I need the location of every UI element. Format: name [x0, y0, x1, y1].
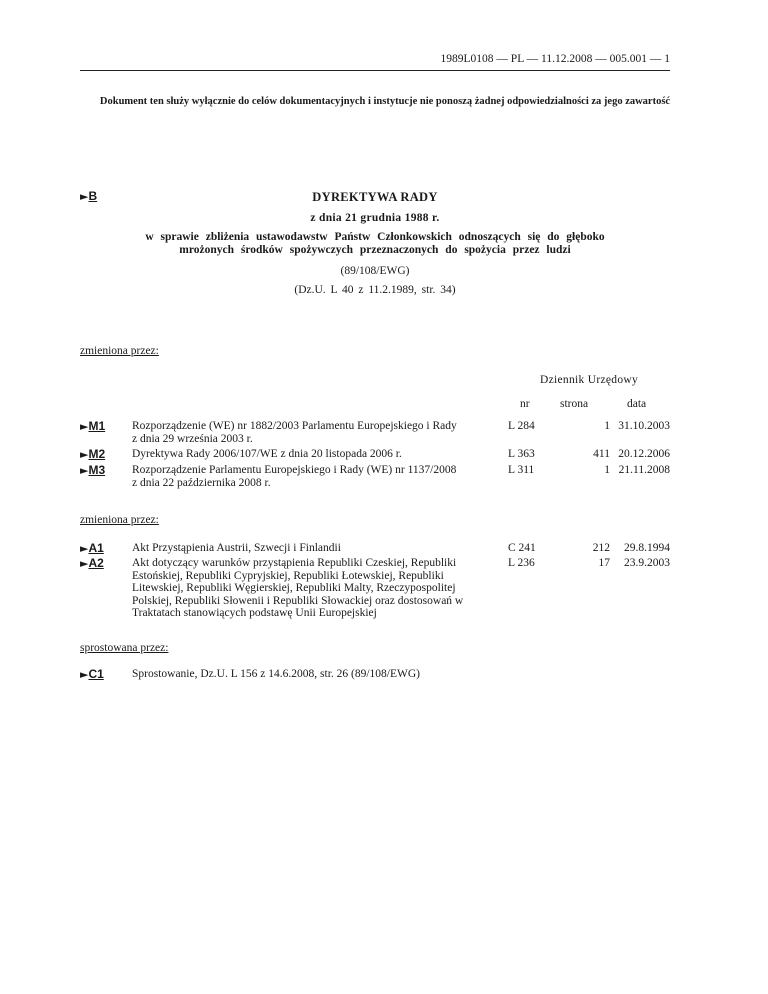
marker-code: M3: [88, 463, 106, 477]
journal-number: L 236: [508, 557, 535, 569]
arrow-right-icon: ►: [80, 542, 89, 555]
accession-marker[interactable]: [80, 557, 104, 571]
description-line: z dnia 29 września 2003 r.: [132, 432, 253, 445]
marker-code: M1: [88, 419, 106, 433]
description-line: Rozporządzenie (WE) nr 1882/2003 Parlamentu Europejskiego i Rady: [132, 420, 457, 432]
marker-code: M2: [88, 447, 106, 461]
arrow-right-icon: ►: [80, 464, 89, 477]
official-journal-header: Dziennik Urzędowy: [540, 374, 639, 386]
marker-code: C1: [88, 667, 104, 681]
amendment-marker[interactable]: [80, 464, 105, 478]
journal-page: 212: [592, 542, 610, 554]
subject-line-2: mrożonych środków spożywczych przeznaczonych do spożycia przez ludzi: [179, 244, 571, 256]
arrow-right-icon: ►: [80, 557, 89, 570]
amendment-description: [132, 448, 500, 461]
journal-number: L 311: [508, 464, 535, 476]
disclaimer-text: Dokument ten służy wyłącznie do celów dokumentacyjnych i instytucje nie ponoszą żadnej odpowiedzialności za jego zawartość: [99, 96, 671, 107]
journal-number: L 284: [508, 420, 535, 432]
accession-description: [132, 542, 500, 555]
column-header-nr: nr: [520, 398, 530, 410]
column-header-data: data: [627, 398, 647, 410]
journal-page: 1: [604, 420, 610, 432]
journal-date: 20.12.2006: [618, 448, 670, 460]
marker-code: A1: [88, 541, 104, 555]
arrow-right-icon: ►: [80, 420, 89, 433]
corrected-by-label: sprostowana przez:: [80, 642, 169, 654]
arrow-right-icon: ►: [80, 668, 89, 681]
description-line: Rozporządzenie Parlamentu Europejskiego i Rady (WE) nr 1137/2008: [132, 464, 457, 476]
document-subject: [80, 231, 670, 257]
accession-description: [132, 557, 500, 620]
journal-page: 411: [593, 448, 610, 460]
description-line: Akt Przystąpienia Austrii, Szwecji i Finlandii: [132, 542, 341, 554]
journal-number: C 241: [508, 542, 536, 554]
description-line: Dyrektywa Rady 2006/107/WE z dnia 20 listopada 2006 r.: [132, 448, 402, 460]
document-date: z dnia 21 grudnia 1988 r.: [310, 212, 440, 224]
document-number: (89/108/EWG): [340, 265, 410, 277]
correction-marker[interactable]: [80, 668, 104, 682]
arrow-right-icon: ►: [80, 448, 89, 461]
description-line: Traktatach stanowiących podstawę Unii Europejskiej: [132, 607, 377, 619]
document-type-title: DYREKTYWA RADY: [312, 190, 438, 204]
marker-code: A2: [88, 556, 104, 570]
marker-code: B: [88, 189, 98, 203]
journal-date: 23.9.2003: [624, 557, 670, 569]
amendment-description: [132, 464, 500, 489]
description-line: Litewskiej, Republiki Węgierskiej, Republiki Malty, Rzeczypospolitej: [132, 582, 456, 594]
journal-page: 17: [598, 557, 610, 569]
journal-page: 1: [604, 464, 610, 476]
amendment-description: [132, 420, 500, 445]
arrow-right-icon: ►: [80, 190, 89, 203]
accession-marker[interactable]: [80, 542, 104, 556]
amendment-marker[interactable]: [80, 420, 105, 434]
description-line: Sprostowanie, Dz.U. L 156 z 14.6.2008, str. 26 (89/108/EWG): [132, 668, 420, 680]
journal-date: 29.8.1994: [624, 542, 670, 554]
subject-line-1: w sprawie zbliżenia ustawodawstw Państw Członkowskich odnoszących się do głęboko: [145, 231, 605, 243]
amended-by-label-accessions: zmieniona przez:: [80, 514, 159, 526]
description-line: Estońskiej, Republiki Cypryjskiej, Republiki Łotewskiej, Republiki: [132, 569, 444, 582]
official-journal-reference: (Dz.U. L 40 z 11.2.1989, str. 34): [294, 284, 456, 296]
journal-date: 31.10.2003: [618, 420, 670, 432]
correction-description: [132, 668, 552, 681]
journal-number: L 363: [508, 448, 535, 460]
description-line: Polskiej, Republiki Słowenii i Republiki Słowackiej oraz dostosowań w: [132, 594, 464, 607]
description-line: z dnia 22 października 2008 r.: [132, 476, 271, 489]
column-header-strona: strona: [560, 398, 589, 410]
amendment-marker[interactable]: [80, 448, 105, 462]
description-line: Akt dotyczący warunków przystąpienia Republiki Czeskiej, Republiki: [132, 557, 457, 569]
journal-date: 21.11.2008: [618, 464, 670, 476]
page-header-reference: 1989L0108 — PL — 11.12.2008 — 005.001 — 1: [80, 52, 670, 71]
amended-by-label: zmieniona przez:: [80, 345, 159, 357]
